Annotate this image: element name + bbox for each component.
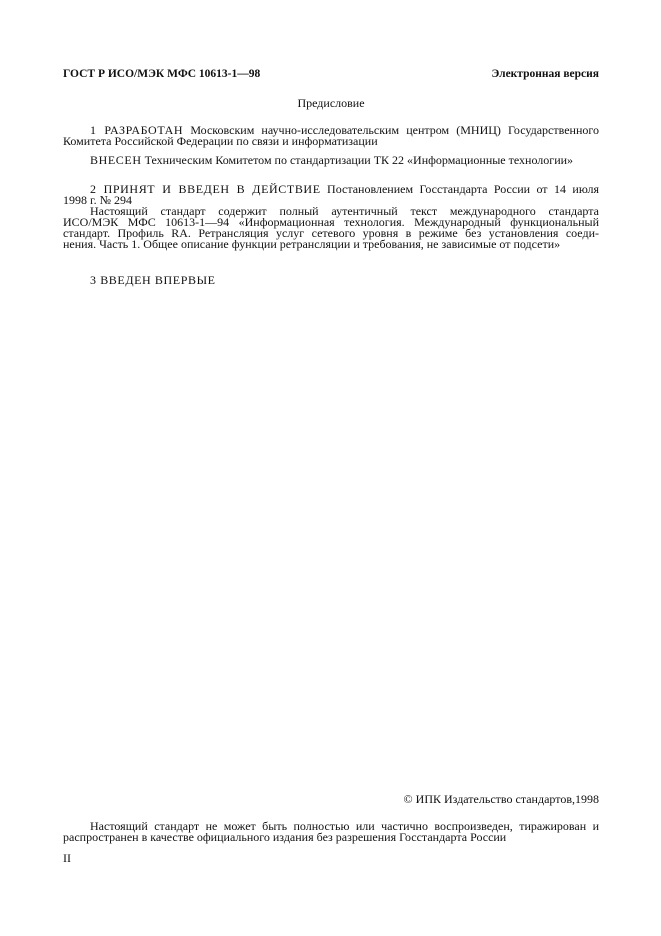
content-note-line-2: ИСО/МЭК МФС 10613-1—94 «Информационная технология. Международный функциональный — [63, 215, 599, 229]
reproduction-notice — [63, 821, 599, 843]
section-developed-text: Московским научно-исследовательским центром (МНИЦ) Государственного — [190, 123, 600, 137]
section-adopted-line-2: 1998 г. № 294 — [63, 193, 133, 207]
edition-label: Электронная версия — [491, 68, 599, 80]
document-code: ГОСТ Р ИСО/МЭК МФС 10613-1—98 — [63, 68, 261, 80]
content-note-line-3: стандарт. Профиль RA. Ретрансляция услуг сетевого уровня в режиме без установления соеди- — [63, 226, 599, 240]
section-developed-lead: 1 РАЗРАБОТАН — [90, 123, 184, 137]
section-first-time — [63, 275, 599, 286]
document-page — [63, 0, 599, 936]
section-adopted-text: Постановлением Госстандарта России от 14 июля — [327, 182, 599, 196]
copyright-notice: © ИПК Издательство стандартов,1998 — [403, 792, 599, 806]
section-introduced-line-1 — [63, 155, 599, 166]
section-adopted-line-1 — [63, 184, 599, 195]
section-introduced-lead: ВНЕСЕН — [90, 153, 142, 167]
reproduction-notice-line-1: Настоящий стандарт не может быть полностью или частично воспроизведен, тиражирован и — [90, 819, 599, 833]
content-note-line-4: нения. Часть 1. Общее описание функции ретрансляции и требования, не зависимые от подсети» — [63, 237, 561, 251]
section-first-time-text: 3 ВВЕДЕН ВПЕРВЫЕ — [90, 273, 216, 287]
page-number: II — [63, 851, 71, 865]
section-introduced-text: Техническим Комитетом по стандартизации ТК 22 «Информационные технологии» — [144, 153, 574, 167]
content-note-line-1: Настоящий стандарт содержит полный аутентичный текст международного стандарта — [90, 204, 599, 218]
section-developed — [63, 125, 599, 147]
page-title: Предисловие — [297, 96, 365, 110]
reproduction-notice-line-2: распространен в качестве официального издания без разрешения Госстандарта России — [63, 830, 507, 844]
section-developed-line-2: Комитета Российской Федерации по связи и информатизации — [63, 134, 378, 148]
section-adopted-lead: 2 ПРИНЯТ И ВВЕДЕН В ДЕЙСТВИЕ — [90, 182, 321, 196]
section-introduced — [63, 155, 599, 166]
section-content-note — [63, 206, 599, 250]
section-adopted — [63, 184, 599, 206]
